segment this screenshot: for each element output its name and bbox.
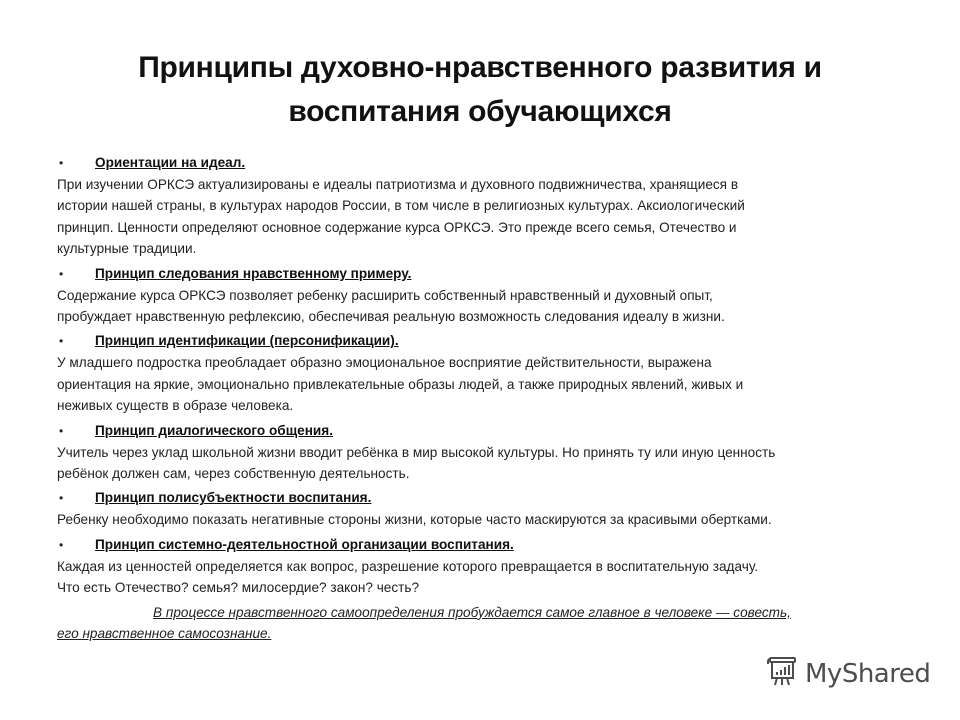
bullet-icon: • bbox=[59, 423, 64, 438]
text-line: Ребенку необходимо показать негативные стороны жизни, которые часто маскируются за красивыми обертками. bbox=[57, 512, 772, 528]
text-line: У младшего подростка преобладает образно эмоциональное восприятие действительности, выражена bbox=[57, 355, 712, 371]
slide-body bbox=[57, 151, 907, 645]
conclusion-line-1: В процессе нравственного самоопределения пробуждается самое главное в человеке — совесть, bbox=[153, 604, 791, 620]
text-line: истории нашей страны, в культурах народов России, в том числе в религиозных культурах. Аксиологический bbox=[57, 198, 745, 214]
text-line: ребёнок должен сам, через собственную деятельность. bbox=[57, 466, 410, 482]
principle-heading-row bbox=[57, 420, 907, 442]
slide-title bbox=[60, 46, 900, 134]
principle-heading-row bbox=[57, 263, 907, 285]
title-line-2: воспитания обучающихся bbox=[288, 95, 672, 128]
text-line: неживых существ в образе человека. bbox=[57, 398, 294, 414]
principle-heading-row bbox=[57, 152, 907, 174]
principle-heading: Принцип полисубъектности воспитания. bbox=[95, 490, 372, 506]
bullet-icon: • bbox=[59, 537, 64, 552]
principle-description bbox=[57, 556, 907, 599]
bullet-icon: • bbox=[59, 491, 64, 506]
principle-heading: Принцип следования нравственному примеру. bbox=[95, 265, 412, 281]
principle-heading: Принцип идентификации (персонификации). bbox=[95, 333, 399, 349]
conclusion-statement bbox=[57, 602, 907, 645]
principle-description bbox=[57, 285, 907, 328]
myshared-watermark bbox=[765, 655, 930, 692]
text-line: культурные традиции. bbox=[57, 241, 197, 257]
conclusion-line-2: его нравственное самосознание. bbox=[57, 626, 272, 642]
text-line: Каждая из ценностей определяется как вопрос, разрешение которого превращается в воспитательную задачу. bbox=[57, 558, 759, 574]
principle-heading: Ориентации на идеал. bbox=[95, 155, 246, 170]
text-line: Учитель через уклад школьной жизни вводит ребёнка в мир высокой культуры. Но принять ту или иную ценность bbox=[57, 444, 776, 460]
bullet-icon: • bbox=[59, 156, 64, 170]
bullet-icon: • bbox=[59, 266, 64, 281]
principle-heading-row bbox=[57, 534, 907, 556]
principle-description bbox=[57, 442, 907, 485]
text-line: При изучении ОРКСЭ актуализированы е идеалы патриотизма и духовного подвижничества, хранящиеся в bbox=[57, 177, 739, 192]
title-line-1: Принципы духовно-нравственного развития и bbox=[138, 51, 822, 84]
text-line: пробуждает нравственную рефлексию, обеспечивая реальную возможность следования идеалу в жизни. bbox=[57, 309, 725, 325]
text-line: Что есть Отечество? семья? милосердие? закон? честь? bbox=[57, 580, 419, 596]
text-line: Содержание курса ОРКСЭ позволяет ребенку расширить собственный нравственный и духовный опыт, bbox=[57, 287, 713, 303]
principle-heading-row bbox=[57, 487, 907, 509]
watermark-text: MyShared bbox=[805, 658, 931, 689]
principle-heading: Принцип системно-деятельностной организации воспитания. bbox=[95, 536, 514, 552]
presentation-board-icon bbox=[765, 655, 799, 692]
principle-heading-row bbox=[57, 330, 907, 352]
text-line: принцип. Ценности определяют основное содержание курса ОРКСЭ. Это прежде всего семья, Отечество и bbox=[57, 219, 737, 235]
principle-description bbox=[57, 352, 907, 416]
bullet-icon: • bbox=[59, 334, 64, 349]
principle-heading: Принцип диалогического общения. bbox=[95, 422, 333, 438]
text-line: ориентация на яркие, эмоционально привлекательные образы людей, а также природных явлений, живых и bbox=[57, 376, 744, 392]
principle-description bbox=[57, 509, 907, 530]
principle-description bbox=[57, 174, 907, 260]
